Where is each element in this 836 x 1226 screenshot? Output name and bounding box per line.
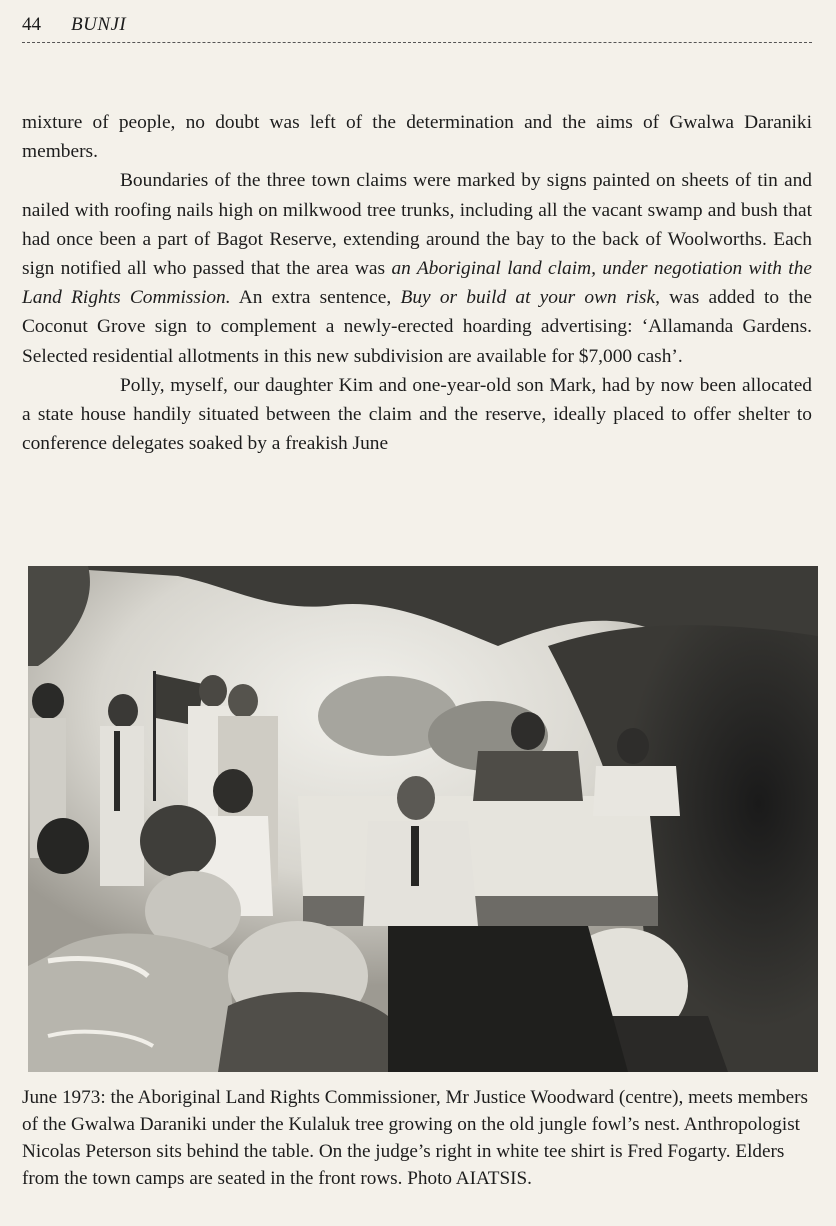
meeting-photo: [28, 566, 818, 1072]
paragraph-3: Polly, myself, our daughter Kim and one-year-old son Mark, had by now been allocated a state house handily situated between the claim and the reserve, ideally placed to offer shelter to conference delegates soaked by a freakish June: [22, 374, 812, 455]
body-text: [22, 108, 812, 458]
sign-text: an Aboriginal land claim, under negotiation with the Land Rights Commission.: [22, 258, 812, 309]
photo-caption: June 1973: the Aboriginal Land Rights Commissioner, Mr Justice Woodward (centre), meets members of the Gwalwa Daraniki under the Kulaluk tree growing on the old jungle fowl’s nest. Anthropologist Nicolas Peterson sits behind the table. On the judge’s right in white tee shirt is Fred Fogarty. Elders from the town camps are seated in the front rows. Photo AIATSIS.: [22, 1087, 809, 1189]
page-number: 44: [22, 14, 41, 35]
paragraph-2: Boundaries of the three town claims were marked by signs painted on sheets of tin and nailed with roofing nails high on milkwood tree trunks, including all the vacant swamp and bush that had once been a part of Bagot Reserve, extending around the bay to the back of Woolworths. Each sign notified all who passed that the area was an Aboriginal land claim, under negotiation with the Land Rights Commission. An extra sentence, Buy or build at your own risk, was added to the Coconut Grove sign to complement a newly-erected hoarding advertising: ‘Allamanda Gardens. Selected residential allotments in this new subdivision are available for $7,000 cash’.: [22, 170, 813, 367]
running-title: BUNJI: [71, 14, 127, 35]
header-rule: [22, 42, 812, 43]
paragraph-1: mixture of people, no doubt was left of the determination and the aims of Gwalwa Daraniki members.: [22, 112, 812, 163]
warning-text: Buy or build at your own risk: [400, 287, 656, 309]
running-header: [22, 14, 812, 40]
